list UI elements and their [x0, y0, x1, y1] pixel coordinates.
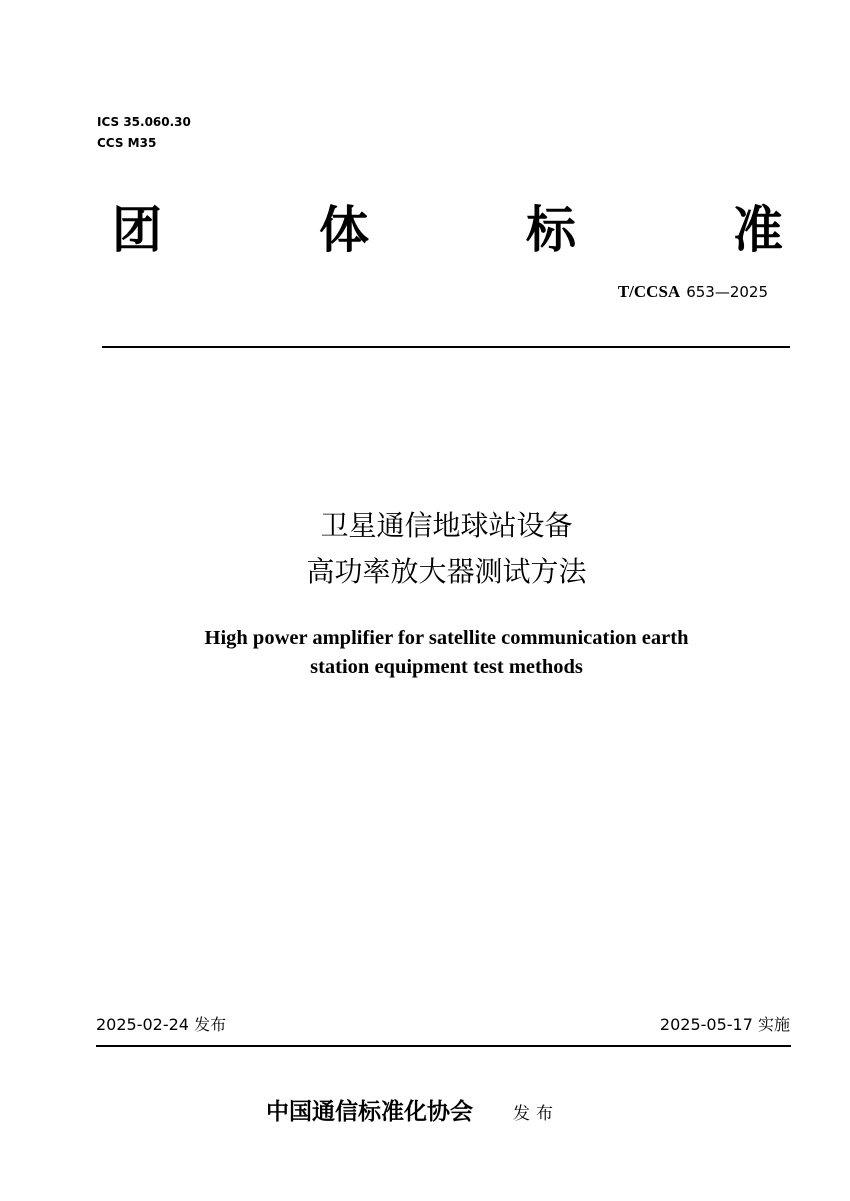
- implementation-date: 2025-05-17 实施: [659, 1015, 790, 1034]
- standard-type-char-3: 标: [526, 201, 576, 259]
- standard-number-value: 653—2025: [686, 283, 768, 301]
- english-title-line-2: station equipment test methods: [310, 656, 583, 678]
- standard-number-prefix: T/CCSA: [617, 282, 681, 301]
- publish-label: 发布: [513, 1104, 559, 1124]
- chinese-title-line-2: 高功率放大器测试方法: [306, 555, 587, 588]
- date-row: [96, 1013, 790, 1037]
- english-title-line-1: High power amplifier for satellite communication earth: [204, 627, 689, 649]
- classification-codes: [97, 112, 191, 154]
- publisher-organization: 中国通信标准化协会: [266, 1098, 473, 1125]
- ccs-code: CCS M35: [97, 136, 157, 150]
- standard-type-char-2: 体: [319, 201, 369, 259]
- standard-number: [618, 281, 768, 303]
- bottom-divider: [96, 1045, 791, 1047]
- standard-type-heading: [110, 198, 785, 262]
- standard-type-char-1: 团: [112, 201, 162, 259]
- issue-date: 2025-02-24 发布: [96, 1015, 227, 1034]
- chinese-title-line-1: 卫星通信地球站设备: [320, 509, 573, 542]
- ics-code: ICS 35.060.30: [97, 115, 191, 129]
- top-divider: [102, 346, 790, 348]
- standard-type-char-4: 准: [733, 201, 783, 259]
- chinese-title: [0, 503, 850, 595]
- english-title: [0, 624, 850, 682]
- publisher-line: [266, 1094, 559, 1130]
